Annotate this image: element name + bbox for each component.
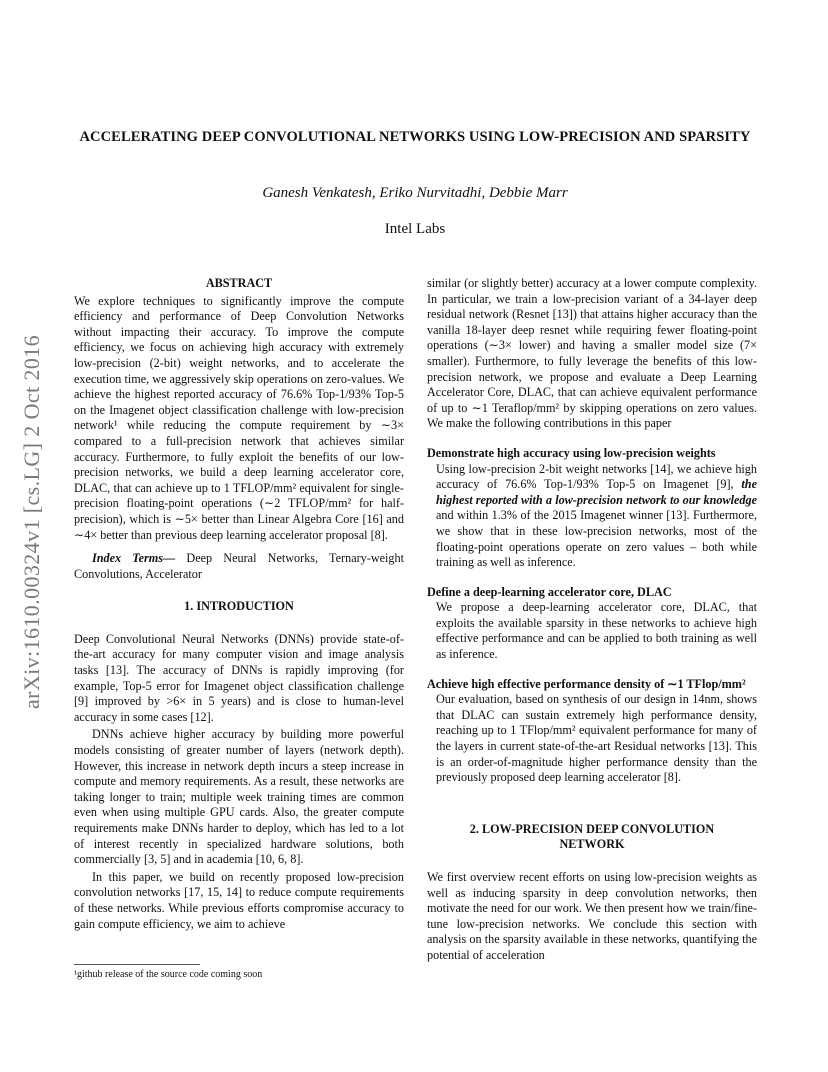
paper-authors: Ganesh Venkatesh, Eriko Nurvitadhi, Debbie Marr: [262, 185, 568, 201]
contribution-3-body: Our evaluation, based on synthesis of our design in 14nm, shows that DLAC can sustain extremely high performance density, reaching up to 1 TFlop/mm² equivalent performance for many of the layers in current state-of-the-art Residual networks [13]. This is an order-of-magnitude higher performance density than the previously proposed deep learning accelerator [8].: [436, 692, 757, 785]
footnote: [74, 960, 404, 981]
intro-paragraph-3: In this paper, we build on recently proposed low-precision convolution networks [17, 15, 14] to reduce compute requirements of these networks. While previous efforts compromise accuracy to gain compute efficiency, we aim to achieve: [74, 869, 404, 931]
index-terms: [74, 551, 404, 582]
section-2-heading-line-2: NETWORK: [559, 837, 625, 852]
index-terms-text: Deep Neural Networks, Ternary-weight Convolutions, Accelerator: [74, 551, 404, 581]
intro-paragraph-1: Deep Convolutional Neural Networks (DNNs) provide state-of-the-art accuracy for many computer vision and image analysis tasks [13]. The accuracy of DNNs is rapidly improving (for example, Top-5 error for Imagenet object classification challenge [9] improved by >6× in 5 years) and is close to human-level accuracy in some cases [12].: [74, 631, 404, 724]
right-column: [427, 276, 757, 964]
intro-paragraph-2: DNNs achieve higher accuracy by building more powerful models consisting of greater number of layers (network depth). However, this increase in network depth incurs a steep increase in compute and memory requirements. As a result, these networks are taking longer to train; multiple week training times are common even when using multiple GPU cards. Also, the greater compute requirements make DNNs harder to deploy, which has led to a lot of interest recently in specialized hardware solutions, both commercially [3, 5] and in academia [10, 6, 8].: [74, 727, 404, 867]
contribution-2-body: We propose a deep-learning accelerator core, DLAC, that exploits the available sparsity in these networks to achieve high effective performance and can be applied to both training as well as inference.: [436, 600, 757, 662]
contribution-2-heading: Define a deep-learning accelerator core, DLAC: [427, 584, 672, 599]
arxiv-identifier-text: arXiv:1610.00324v1 [cs.LG] 2 Oct 2016: [19, 334, 45, 710]
index-terms-label: Index Terms—: [92, 551, 176, 566]
section-2-heading-line-1: 2. LOW-PRECISION DEEP CONVOLUTION: [469, 821, 715, 836]
section-2-heading: [427, 822, 757, 853]
contribution-1-text-b: and within 1.3% of the 2015 Imagenet winner [13]. Furthermore, we show that in these low-precision networks, most of the floating-point operations operate on zero values – both while training as well as inference.: [436, 508, 757, 570]
contribution-1: [427, 446, 757, 571]
left-column: [74, 276, 404, 932]
contribution-1-text-a: Using low-precision 2-bit weight networks [14], we achieve high accuracy of 76.6% Top-1/93% Top-5 on Imagenet [9],: [436, 461, 757, 492]
paper-affiliation: Intel Labs: [384, 221, 446, 237]
contribution-3: [427, 677, 757, 786]
footnote-text: ¹github release of the source code coming soon: [74, 969, 263, 980]
intro-continued: similar (or slightly better) accuracy at a lower compute complexity. In particular, we train a low-precision variant of a 34-layer deep residual network (Resnet [13]) that attains higher accuracy than the vanilla 18-layer deep resnet while requiring fewer floating-point operations (∼3× lower) and having a smaller model size (7× smaller). Furthermore, to fully leverage the benefits of this low-precision network, we propose and evaluate a Deep Learning Accelerator Core, DLAC, that can achieve equivalent performance of up to ∼1 Teraflop/mm² by skipping operations on zero values. We make the following contributions in this paper: [427, 276, 757, 431]
abstract-heading: ABSTRACT: [205, 276, 273, 290]
contribution-2: [427, 585, 757, 663]
contribution-1-heading: Demonstrate high accuracy using low-precision weights: [427, 445, 716, 460]
arxiv-identifier: [16, 296, 48, 748]
section-2-text: We first overview recent efforts on using low-precision weights as well as inducing sparsity in deep convolution networks, then motivate the need for our work. We then present how we train/fine-tune low-precision networks. We conclude this section with analysis on the sparsity available in these networks, quantifying the potential of acceleration: [427, 870, 757, 962]
introduction-heading: 1. INTRODUCTION: [184, 599, 294, 614]
contribution-3-heading: Achieve high effective performance density of ∼1 TFlop/mm²: [427, 676, 746, 691]
contribution-1-emphasis: the highest reported with a low-precision network to our knowledge: [436, 477, 757, 507]
paper-title: ACCELERATING DEEP CONVOLUTIONAL NETWORKS USING LOW-PRECISION AND SPARSITY: [79, 129, 751, 145]
contribution-1-body: [427, 462, 757, 571]
abstract-text: We explore techniques to significantly improve the compute efficiency and performance of Deep Convolution Networks without impacting their accuracy. To improve the compute efficiency, we focus on achieving high accuracy with extremely low-precision (2-bit) weight networks, and to accelerate the execution time, we aggressively skip operations on zero-values. We achieve the highest reported accuracy of 76.6% Top-1/93% Top-5 on the Imagenet object classification challenge with low-precision network¹ while reducing the compute requirement by ∼3× compared to a full-precision network that achieves similar accuracy. Furthermore, to fully exploit the benefits of our low-precision networks, we build a deep learning accelerator core, DLAC, that can achieve up to 1 TFLOP/mm² equivalent for single-precision floating-point operations (∼2 TFLOP/mm² for half-precision), which is ∼5× better than Linear Algebra Core [16] and ∼4× better than previous deep learning accelerator proposal [8].: [74, 293, 404, 542]
